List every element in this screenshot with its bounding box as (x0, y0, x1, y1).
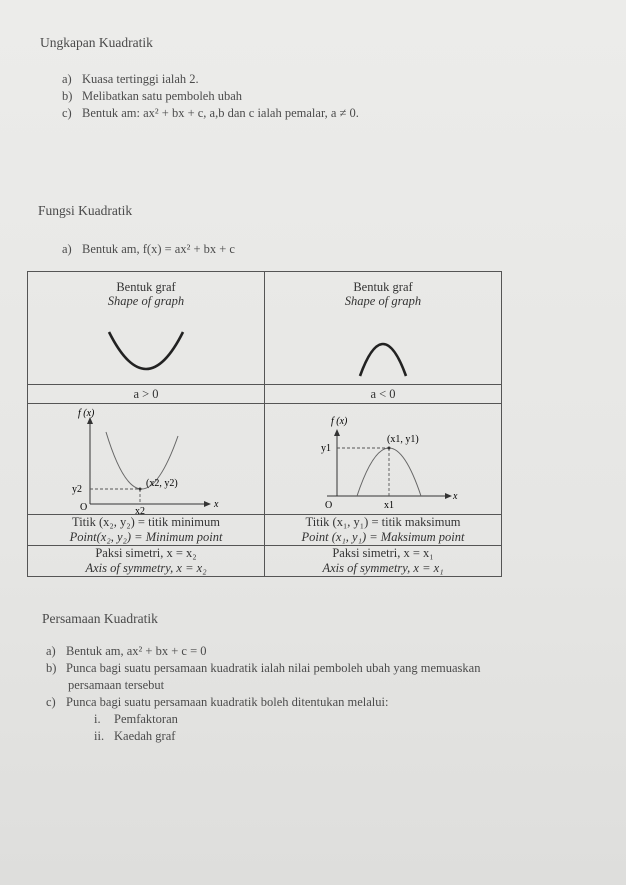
sub-list-item: ii. Kaedah graf (94, 729, 176, 743)
list-item: b) Punca bagi suatu persamaan kuadratik ialah nilai pemboleh ubah yang memuaskan (46, 661, 481, 675)
quadratic-graph-table (27, 271, 502, 577)
maximum-graph (265, 404, 501, 514)
y-axis-label: f (x) (331, 416, 348, 427)
x-axis-label: x (214, 499, 219, 510)
right-symmetry-label: Paksi simetri, x = x₁ Axis of symmetry, x = x₁ (265, 546, 502, 577)
x-tick-label: x2 (135, 506, 145, 514)
n-shape-parabola-icon (338, 328, 428, 378)
origin-label: O (325, 500, 333, 511)
x-tick-label: x1 (384, 500, 394, 511)
left-header-cell: Bentuk graf Shape of graph (28, 272, 265, 385)
left-symmetry-label: Paksi simetri, x = x₂ Axis of symmetry, x = x₂ (28, 546, 265, 577)
origin-label: O (80, 502, 88, 513)
y-tick-label: y2 (72, 484, 82, 495)
section-title-persamaan: Persamaan Kuadratik (42, 611, 158, 626)
list-item: c) Punca bagi suatu persamaan kuadratik boleh ditentukan melalui: (46, 695, 389, 709)
minimum-point-label: Titik (x₂, y₂) = titik minimum Point(x₂, y₂) = Minimum point (28, 515, 265, 546)
section-title-fungsi: Fungsi Kuadratik (38, 203, 133, 218)
condition-a-negative: a < 0 (265, 385, 502, 404)
list-item: b) Melibatkan satu pemboleh ubah (62, 89, 243, 103)
list-item-continuation: persamaan tersebut (68, 678, 165, 692)
y-axis-label: f (x) (78, 408, 95, 419)
maximum-graph-cell (265, 404, 502, 515)
section-ungkapan-list (62, 71, 359, 122)
list-item: a) Kuasa tertinggi ialah 2. (62, 72, 199, 86)
u-shape-parabola-icon (101, 328, 191, 378)
minimum-graph-cell (28, 404, 265, 515)
condition-a-positive: a > 0 (28, 385, 265, 404)
point-label: (x1, y1) (387, 434, 419, 445)
section-fungsi-item: a) Bentuk am, f(x) = ax² + bx + c (62, 242, 235, 256)
list-item: c) Bentuk am: ax² + bx + c, a,b dan c ialah pemalar, a ≠ 0. (62, 106, 359, 120)
list-item: a) Bentuk am, ax² + bx + c = 0 (46, 644, 207, 658)
right-header-cell: Bentuk graf Shape of graph (265, 272, 502, 385)
section-persamaan-list (46, 643, 606, 745)
x-axis-label: x (453, 491, 458, 502)
point-label: (x2, y2) (146, 478, 178, 489)
y-tick-label: y1 (321, 443, 331, 454)
section-title-ungkapan: Ungkapan Kuadratik (40, 35, 153, 50)
minimum-graph (28, 404, 264, 514)
sub-list-item: i. Pemfaktoran (94, 712, 178, 726)
maximum-point-label: Titik (x₁, y₁) = titik maksimum Point (x₁, y₁) = Maksimum point (265, 515, 502, 546)
sub-list (46, 711, 606, 745)
